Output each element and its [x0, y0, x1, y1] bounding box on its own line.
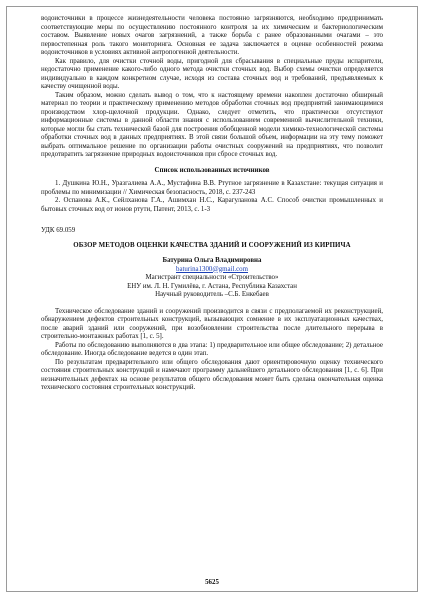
- author-affiliation: ЕНУ им. Л. Н. Гумилёва, г. Астана, Республика Казахстан: [127, 282, 297, 290]
- body-paragraph-2: Работы по обследованию выполняются в два этапа: 1) предварительное или общее обследование; 2) детальное обследование. Иногда обследование ведется в один этап.: [41, 341, 383, 357]
- document-page: [6, 6, 418, 592]
- author-degree: Магистрант специальности «Строительство»: [145, 274, 279, 281]
- author-block: [41, 257, 383, 300]
- article-title: ОБЗОР МЕТОДОВ ОЦЕНКИ КАЧЕСТВА ЗДАНИЙ И СООРУЖЕНИЙ ИЗ КИРПИЧА: [73, 241, 351, 249]
- author-name: Батурина Ольга Владимировна: [162, 257, 262, 264]
- reference-item-1: 1. Душкина Ю.Н., Уразгалиева А.А., Мустафина В.В. Ртутное загрязнение в Казахстане: текущая ситуация и проблемы по минимизации // Химическая безопасность, 2018, с. 237-243: [41, 180, 383, 196]
- author-email-link[interactable]: baturina1300@gmail.com: [176, 265, 248, 273]
- intro-paragraph-1: водоисточники в процессе жизнедеятельности человека постоянно загрязняются, необходимо предпринимать соответствующие меры по осуществлению постоянного контроля за их химическим и бактериологическим составом. Выявление новых очагов загрязнений, а также борьба с ранее образованными очагами – это первостепенная роль такого мониторинга. Основная ее задача заключается в оценке особенностей режима водоисточников в условиях активной антропогенной деятельности.: [41, 15, 383, 56]
- intro-paragraph-3: Таким образом, можно сделать вывод о том, что к настоящему времени накоплен достаточно обширный материал по теории и практическому применению методов обработки сточных вод предприятий занимающимися производством хлор-щелочной продукции. Однако, следует отметить, что практически отсутствуют информационные системы в данной области знания с использованием современной вычислительной техники, которые могли бы стать технической базой для построения обобщенной модели химико-технологической системы обработки сточных вод в данных предприятиях. В этой связи большой объем, информации на эту тему поможет выбрать оптимальное решение по организации работы очистных сооружений на предприятиях, что позволит предотвратить загрязнение природных водоисточников при сбросе сточных вод.: [41, 91, 383, 158]
- body-paragraph-1: Техническое обследование зданий и сооружений производится в связи с предполагаемой их реконструкцией, обнаружением дефектов строительных конструкций, вызывающих сомнение в их эксплуатационных качествах, после аварий зданий или сооружений, при возобновлении строительства после длительного перерыва в строительно-монтажных работах [1, с. 5].: [41, 307, 383, 340]
- reference-item-2: 2. Оспанова А.К., Сейлханова Г.А., Ашимхан Н.С., Карагуланова А.С. Способ очистки промышленных и бытовых сточных вод от ионов ртути, Патент, 2013, с. 1-3: [41, 197, 383, 213]
- body-paragraph-3: По результатам предварительного или общего обследования дают ориентировочную оценку технического состояния строительных конструкций и намечают программу дальнейшего детального обследования [1, с. 6]. При незначительных дефектах на основе результатов общего обследования может быть сделана окончательная оценка технического состояния строительных конструкций.: [41, 358, 383, 391]
- page-number: 5625: [205, 579, 219, 586]
- udk-code: УДК 69.059: [41, 227, 76, 234]
- author-supervisor: Научный руководитель –С.Б. Енкебаев: [155, 291, 269, 298]
- references-list: [41, 180, 383, 214]
- page-content: [41, 15, 383, 393]
- intro-paragraph-2: Как правило, для очистки сточной воды, пригодной для сбрасывания в специальные пруды испарители, недостаточно применение какого-либо одного метода очистки сточных вод. Выбор схемы очистки определяется индивидуально в каждом конкретном случае, исходя из состава сточных вод и требований, предъявляемых к качеству очищенной воды.: [41, 57, 383, 90]
- references-title: Список использованных источников: [154, 166, 270, 174]
